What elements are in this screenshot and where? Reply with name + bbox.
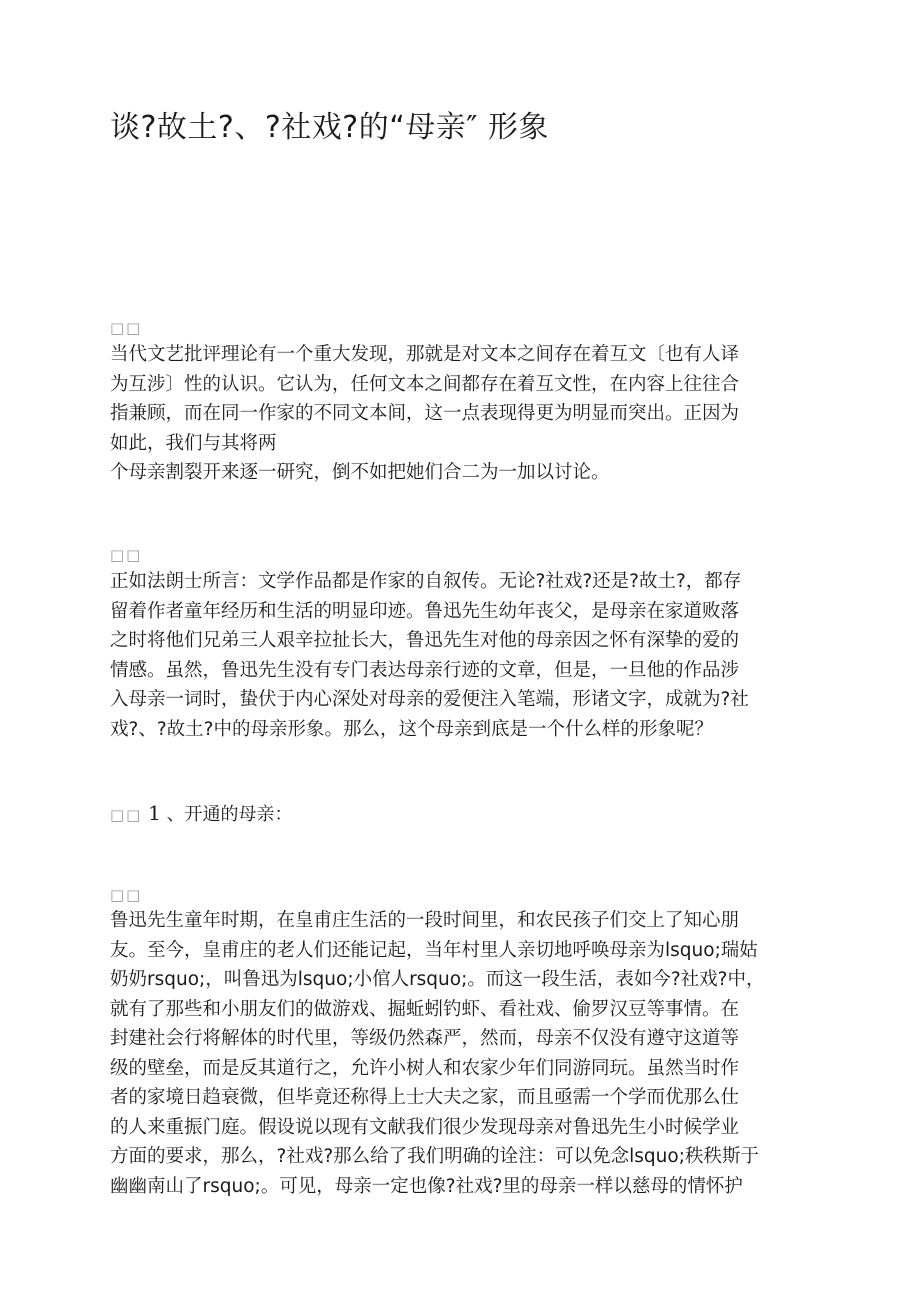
text-line: 戏?、?故土?中的母亲形象。那么，这个母亲到底是一个什么样的形象呢？ [110, 718, 713, 740]
text-line: 留着作者童年经历和生活的明显印迹。鲁迅先生幼年丧父，是母亲在家道败落 [110, 600, 740, 622]
text-line: 正如法朗士所言：文学作品都是作家的自叙传。无论?社戏?还是?故土?，都存 [110, 571, 742, 592]
text-line: 鲁迅先生童年时期，在皇甫庄生活的一段时间里，和农民孩子们交上了知心朋 [110, 910, 740, 931]
text-line: 之时将他们兄弟三人艰辛拉扯长大，鲁迅先生对他的母亲因之怀有深挚的爱的 [110, 630, 740, 651]
text-line: 奶奶rsquo;，叫鲁迅为lsquo;小倌人rsquo;。而这一段生活，表如今?社戏?中， [110, 969, 765, 990]
section-heading [110, 799, 293, 829]
paragraph-marker: □□ [110, 886, 143, 904]
text-line: 级的壁垒，而是反其道行之，允许小树人和农家少年们同游同玩。虽然当时作 [110, 1057, 740, 1079]
text-line: 为互涉〕性的认识。它认为，任何文本之间都存在着互文性，在内容上往往合 [110, 373, 740, 395]
text-line: 当代文艺批评理论有一个重大发现，那就是对文本之间存在着互文〔也有人译 [110, 344, 740, 365]
paragraph-intertextuality [110, 340, 810, 488]
text-line: 指兼顾，而在同一作家的不同文本间，这一点表现得更为明显而突出。正因为 [110, 403, 740, 424]
paragraph-marker: □□ [110, 546, 143, 564]
paragraph-autobiography [110, 567, 810, 744]
heading-text: 、开通的母亲： [166, 804, 293, 825]
heading-marker: □□ [110, 806, 143, 824]
text-line: 入母亲一词时，蛰伏于内心深处对母亲的爱便注入笔端，形诸文字，成就为?社 [110, 689, 749, 710]
text-line: 就有了那些和小朋友们的做游戏、掘蚯蚓钓虾、看社戏、偷罗汉豆等事情。在 [110, 998, 740, 1020]
text-line: 方面的要求，那么，?社戏?那么给了我们明确的诠注：可以免念lsquo;秩秩斯于 [110, 1146, 759, 1167]
heading-number: 1 [148, 801, 161, 825]
paragraph-open-minded-mother [110, 906, 810, 1201]
document-title: 谈?故土?、?社戏?的“母亲″ 形象 [110, 110, 549, 145]
text-line: 封建社会行将解体的时代里，等级仍然森严，然而，母亲不仅没有遵守这道等 [110, 1028, 740, 1049]
text-line: 幽幽南山了rsquo;。可见，母亲一定也像?社戏?里的母亲一样以慈母的情怀护 [110, 1175, 743, 1197]
text-line: 情感。虽然，鲁迅先生没有专门表达母亲行迹的文章，但是，一旦他的作品涉 [110, 659, 740, 681]
text-line: 如此，我们与其将两 [110, 432, 277, 454]
text-line: 的人来重振门庭。假设说以现有文献我们很少发现母亲对鲁迅先生小时候学业 [110, 1116, 740, 1138]
text-line: 者的家境日趋衰微，但毕竟还称得上士大夫之家，而且亟需一个学而优那么仕 [110, 1087, 740, 1108]
paragraph-marker: □□ [110, 319, 143, 337]
text-line: 个母亲割裂开来逐一研究，倒不如把她们合二为一加以讨论。 [110, 462, 610, 483]
text-line: 友。至今，皇甫庄的老人们还能记起，当年村里人亲切地呼唤母亲为lsquo;瑞姑 [110, 939, 758, 961]
